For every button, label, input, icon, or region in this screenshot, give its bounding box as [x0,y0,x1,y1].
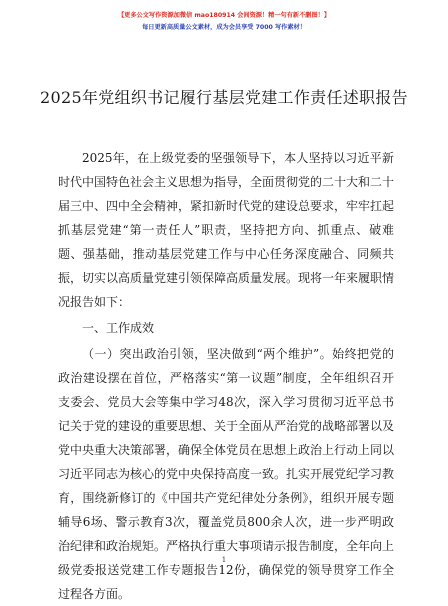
document-body [58,146,394,606]
page-number: 1 [221,556,227,564]
promo-banner-line-2: 每日更新高质量公文素材，成为会员享受 7000 写作素材！ [142,24,306,31]
section-heading: 一、工作成效 [82,321,155,335]
intro-paragraph: 2025年，在上级党委的坚强领导下，本人坚持以习近平新时代中国特色社会主义思想为指导，全面贯彻党的二十大和二十届三中、四中全会精神，紧扣新时代党的建设总要求，牢牢扛起抓基层党建“第一责任人”职责，坚持把方向、抓重点、破难题、强基础，推动基层党建工作与中心任务深度融合、同频共振，切实以高质量党建引领保障高质量发展。现将一年来履职情况报告如下： [58,151,395,309]
document-title: 2025年党组织书记履行基层党建工作责任述职报告 [40,88,408,107]
promo-banner-line-1: 【更多公文写作资源加微信 mao180914 会间资源！精一句有新不删图！】 [117,12,331,19]
body-paragraph: （一）突出政治引领，坚决做到“两个维护”。始终把党的政治建设摆在首位，严格落实“第一议题”制度，全年组织召开支委会、党员大会等集中学习48次，深入学习贯彻习近平总书记关于党的建设的重要思想、关于全面从严治党的战略部署以及党中央重大决策部署，确保全体党员在思想上政治上行动上同以习近平同志为核心的党中央保持高度一致。扎实开展党纪学习教育，围绕新修订的《中国共产党纪律处分条例》，组织开展专题辅导6场、警示教育3次，覆盖党员800余人次，进一步严明政治纪律和政治规矩。严格执行重大事项请示报告制度，全年向上级党委报送党建工作专题报告12份，确保党的领导贯穿工作全过程各方面。 [58,347,395,601]
